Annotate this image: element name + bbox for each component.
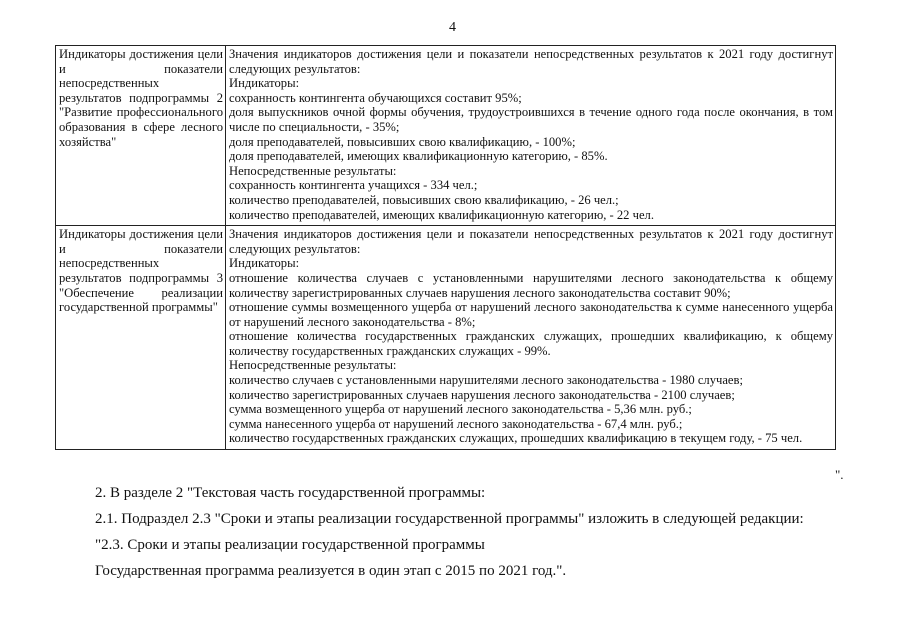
row-values-subprogram-2: [226, 46, 836, 226]
value-line: количество случаев с установленными нарушителями лесного законодательства - 1980 случаев;: [229, 373, 743, 388]
value-line: количество преподавателей, повысивших свою квалификацию, - 26 чел.;: [229, 192, 619, 207]
paragraph-program-period: Государственная программа реализуется в один этап с 2015 по 2021 год.".: [95, 563, 567, 579]
paragraph-subsection-2-1: 2.1. Подраздел 2.3 "Сроки и этапы реализации государственной программы" изложить в следующей редакции:: [95, 511, 804, 527]
row-values-subprogram-3: [226, 226, 836, 450]
value-line: доля преподавателей, имеющих квалификационную категорию, - 85%.: [229, 149, 608, 164]
value-line: отношение количества случаев с установленными нарушителями лесного законодательства к общему количеству зарегистрированных случаев нарушения лесного законодательства составит 90%;: [229, 270, 833, 300]
value-line: отношение количества государственных гражданских служащих, прошедших квалификацию, к общему количеству государственных гражданских служащих - 99%.: [229, 329, 833, 358]
value-line: сумма нанесенного ущерба от нарушений лесного законодательства - 67,4 млн. руб.;: [229, 416, 683, 431]
value-line: количество зарегистрированных случаев нарушения лесного законодательства - 2100 случаев;: [229, 387, 735, 402]
value-line: количество преподавателей, имеющих квалификационную категорию, - 22 чел.: [229, 207, 654, 222]
value-line: сохранность контингента обучающихся составит 95%;: [229, 90, 522, 105]
table-row: [56, 46, 836, 226]
value-line: Индикаторы:: [229, 76, 300, 91]
row-label-subprogram-3: Индикаторы достижения цели и показатели непосредственных результатов подпрограммы 3 "Обеспечение реализации государственной программы": [56, 226, 226, 450]
value-line: Значения индикаторов достижения цели и показатели непосредственных результатов к 2021 году достигнут следующих результатов:: [229, 47, 833, 76]
value-line: доля преподавателей, повысивших свою квалификацию, - 100%;: [229, 134, 576, 149]
paragraph-section-2: 2. В разделе 2 "Текстовая часть государственной программы:: [95, 485, 486, 501]
value-line: отношение суммы возмещенного ущерба от нарушений лесного законодательства к сумме нанесенного ущерба от нарушений лесного законодательства - 8%;: [229, 300, 833, 329]
closing-quote: ".: [835, 467, 844, 482]
paragraph-heading-2-3: "2.3. Сроки и этапы реализации государственной программы: [95, 537, 485, 553]
value-line: Непосредственные результаты:: [229, 163, 397, 178]
value-line: Непосредственные результаты:: [229, 358, 397, 373]
value-line: сумма возмещенного ущерба от нарушений лесного законодательства - 5,36 млн. руб.;: [229, 402, 692, 417]
table-row: [56, 226, 836, 450]
indicators-table: [55, 45, 836, 450]
value-line: доля выпускников очной формы обучения, трудоустроившихся в течение одного года после окончания, в том числе по специальности, - 35%;: [229, 105, 833, 134]
value-line: Индикаторы:: [229, 256, 300, 271]
value-line: Значения индикаторов достижения цели и показатели непосредственных результатов к 2021 году достигнут следующих результатов:: [229, 227, 833, 256]
page-number: 4: [449, 20, 456, 35]
value-line: количество государственных гражданских служащих, прошедших квалификацию в текущем году, - 75 чел.: [229, 431, 803, 446]
value-line: сохранность контингента учащихся - 334 чел.;: [229, 178, 478, 193]
row-label-subprogram-2: Индикаторы достижения цели и показатели непосредственных результатов подпрограммы 2 "Развитие профессионального образования в сфере лесного хозяйства": [56, 46, 226, 226]
